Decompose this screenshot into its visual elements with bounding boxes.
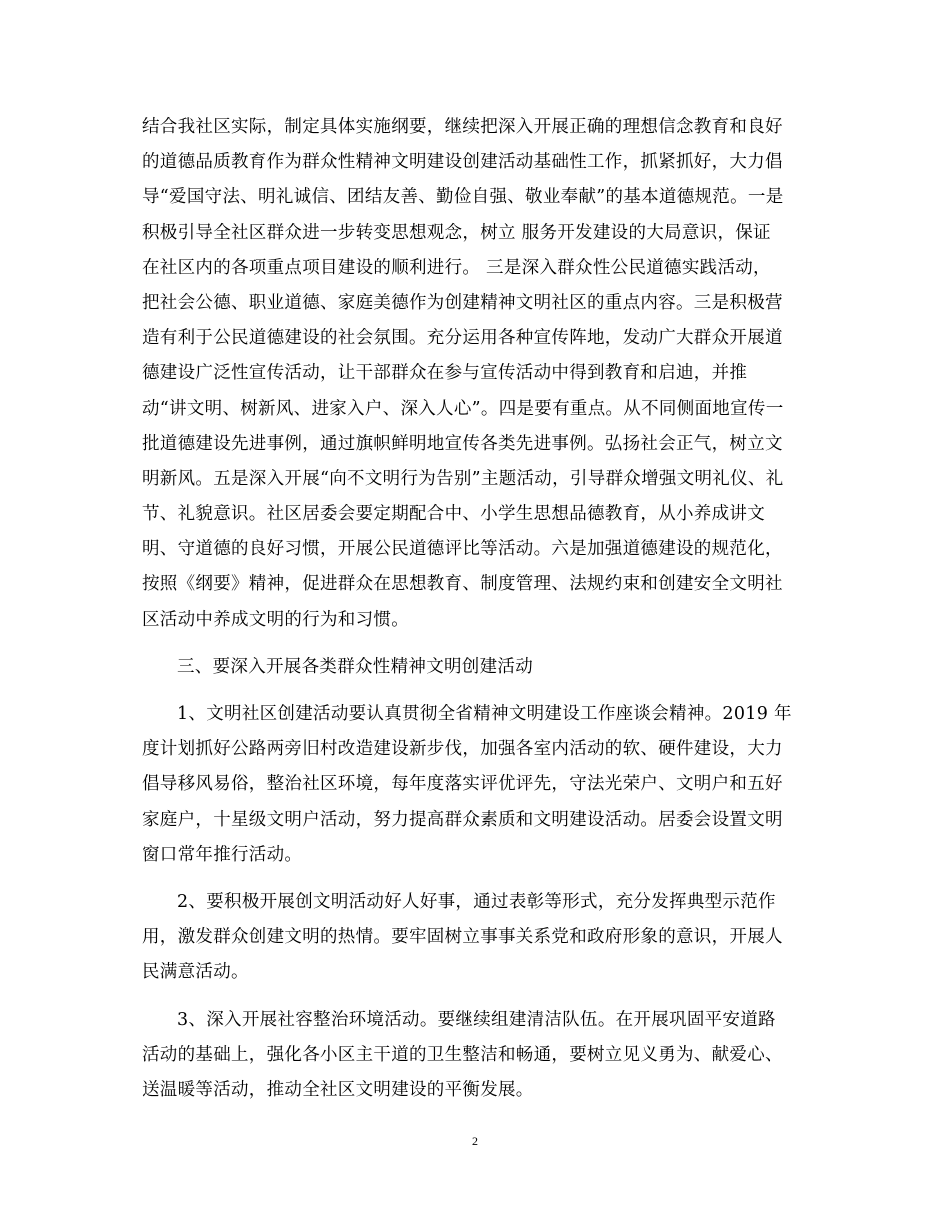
document-page bbox=[142, 110, 810, 1108]
text-line: 动“讲文明、树新风、进家入户、深入人心”。四是要有重点。从不同侧面地宣传一 bbox=[142, 398, 784, 419]
section-heading-three bbox=[142, 650, 810, 685]
text-line: 2、要积极开展创文明活动好人好事，通过表彰等形式，充分发挥典型示范作 bbox=[177, 891, 776, 912]
text-line: 区活动中养成文明的行为和习惯。 bbox=[142, 609, 409, 630]
text-line: 导“爱国守法、明礼诚信、团结友善、勤俭自强、敬业奉献”的基本道德规范。一是 bbox=[142, 187, 784, 208]
paragraph-item-2 bbox=[142, 885, 810, 991]
text-line: 按照《纲要》精神，促进群众在思想教育、制度管理、法规约束和创建安全文明社 bbox=[142, 574, 783, 595]
text-line: 结合我社区实际，制定具体实施纲要，继续把深入开展正确的理想信念教育和良好 bbox=[142, 117, 783, 137]
text-line: 窗口常年推行活动。 bbox=[142, 844, 303, 865]
heading-line: 三、要深入开展各类群众性精神文明创建活动 bbox=[177, 656, 533, 677]
text-line: 用，激发群众创建文明的热情。要牢固树立事事关系党和政府形象的意识，开展人 bbox=[142, 927, 783, 948]
text-line: 民满意活动。 bbox=[142, 962, 249, 983]
text-line: 度计划抓好公路两旁旧村改造建设新步伐，加强各室内活动的软、硬件建设，大力 bbox=[142, 739, 783, 760]
paragraph-item-1 bbox=[142, 697, 810, 873]
text-line: 家庭户，十星级文明户活动，努力提高群众素质和文明建设活动。居委会设置文明 bbox=[142, 809, 783, 830]
text-line: 1、文明社区创建活动要认真贯彻全省精神文明建设工作座谈会精神。2019 年 bbox=[177, 704, 792, 724]
text-line: 送温暖等活动，推动全社区文明建设的平衡发展。 bbox=[142, 1079, 534, 1100]
text-line: 倡导移风易俗，整治社区环境，每年度落实评优评先，守法光荣户、文明户和五好 bbox=[142, 774, 783, 795]
paragraph-moral-education bbox=[142, 110, 810, 638]
text-line: 把社会公德、职业道德、家庭美德作为创建精神文明社区的重点内容。三是积极营 bbox=[142, 292, 783, 313]
text-line: 在社区内的各项重点项目建设的顺利进行。 三是深入群众性公民道德实践活动， bbox=[142, 257, 771, 278]
text-line: 明、守道德的良好习惯，开展公民道德评比等活动。六是加强道德建设的规范化， bbox=[142, 539, 783, 560]
text-line: 造有利于公民道德建设的社会氛围。充分运用各种宣传阵地，发动广大群众开展道 bbox=[142, 328, 783, 349]
text-line: 的道德品质教育作为群众性精神文明建设创建活动基础性工作，抓紧抓好，大力倡 bbox=[142, 152, 783, 173]
page-number: 2 bbox=[472, 1134, 478, 1148]
text-line: 积极引导全社区群众进一步转变思想观念，树立 服务开发建设的大局意识，保证 bbox=[142, 222, 771, 243]
text-line: 活动的基础上，强化各小区主干道的卫生整洁和畅通，要树立见义勇为、献爱心、 bbox=[142, 1044, 783, 1065]
text-line: 3、深入开展社容整治环境活动。要继续组建清洁队伍。在开展巩固平安道路 bbox=[177, 1009, 776, 1030]
text-line: 节、礼貌意识。社区居委会要定期配合中、小学生思想品德教育，从小养成讲文 bbox=[142, 504, 765, 525]
text-line: 明新风。五是深入开展“向不文明行为告别”主题活动，引导群众增强文明礼仪、礼 bbox=[142, 468, 784, 489]
text-line: 批道德建设先进事例，通过旗帜鲜明地宣传各类先进事例。弘扬社会正气，树立文 bbox=[142, 433, 783, 454]
paragraph-item-3 bbox=[142, 1003, 810, 1109]
text-line: 德建设广泛性宣传活动，让干部群众在参与宣传活动中得到教育和启迪，并推 bbox=[142, 363, 748, 384]
